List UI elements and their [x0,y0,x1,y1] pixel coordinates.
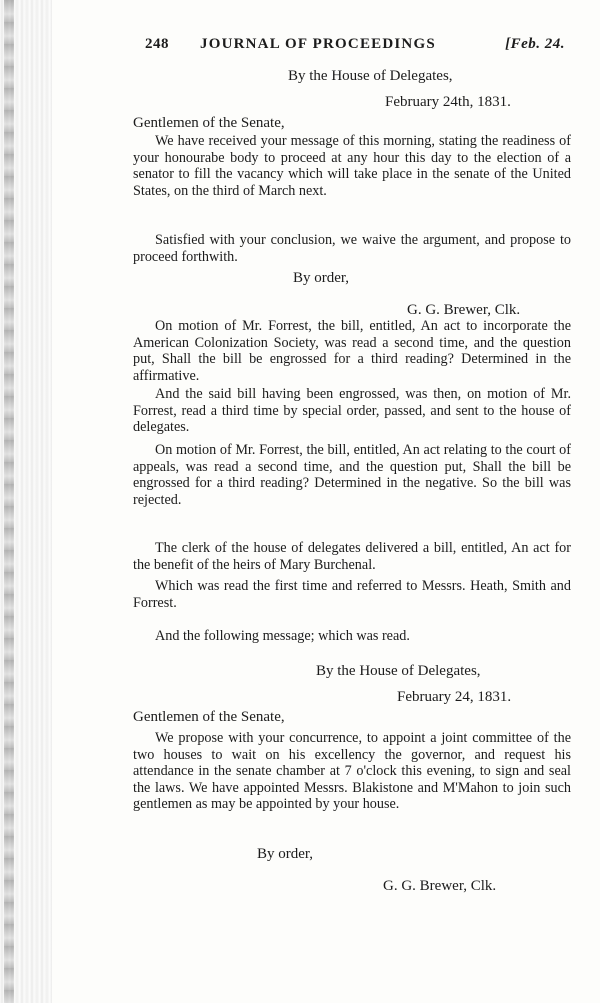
msg2-by-order: By order, [257,846,314,862]
body-paragraph-3: On motion of Mr. Forrest, the bill, entitled, An act relating to the court of appeals, was read a second time, and the question put, Shall the bill be engrossed for a third reading? Determined in the negative. So the bill was rejected. [133,442,571,508]
running-head-date: [Feb. 24. [505,36,565,52]
body-paragraph-2: And the said bill having been engrossed, was then, on motion of Mr. Forrest, read a third time by special order, passed, and sent to the house of delegates. [133,386,571,436]
msg1-paragraph-1: We have received your message of this morning, stating the readiness of your honourabe body to proceed at any hour this day to the election of a senator to fill the vacancy which will take place in the senate of the United States, on the third of March next. [133,133,571,199]
msg1-from: By the House of Delegates, [288,68,453,84]
journal-title: JOURNAL OF PROCEEDINGS [200,36,436,52]
msg2-from: By the House of Delegates, [316,663,481,679]
page-number: 248 [145,36,169,52]
body-paragraph-5: Which was read the first time and referred to Messrs. Heath, Smith and Forrest. [133,578,571,611]
msg1-by-order: By order, [293,270,350,286]
msg1-paragraph-2: Satisfied with your conclusion, we waive the argument, and propose to proceed forthwith. [133,232,571,265]
msg2-salutation: Gentlemen of the Senate, [133,709,285,725]
msg1-signature: G. G. Brewer, Clk. [407,302,521,318]
body-paragraph-6: And the following message; which was read. [155,628,410,644]
msg2-paragraph-1: We propose with your concurrence, to appoint a joint committee of the two houses to wait on his excellency the governor, and request his attendance in the senate chamber at 7 o'clock this evening, to sign and seal the laws. We have appointed Messrs. Blakistone and M'Mahon to join such gentlemen as may be appointed by your house. [133,730,571,813]
msg2-date: February 24, 1831. [397,689,512,705]
body-paragraph-1: On motion of Mr. Forrest, the bill, entitled, An act to incorporate the American Colonization Society, was read a second time, and the question put, Shall the bill be engrossed for a third reading? Determined in the affirmative. [133,318,571,384]
msg2-signature: G. G. Brewer, Clk. [383,878,497,894]
msg1-date: February 24th, 1831. [385,94,511,110]
binding-edge [4,0,14,1003]
body-paragraph-4: The clerk of the house of delegates delivered a bill, entitled, An act for the benefit of the heirs of Mary Burchenal. [133,540,571,573]
msg1-salutation: Gentlemen of the Senate, [133,115,285,131]
